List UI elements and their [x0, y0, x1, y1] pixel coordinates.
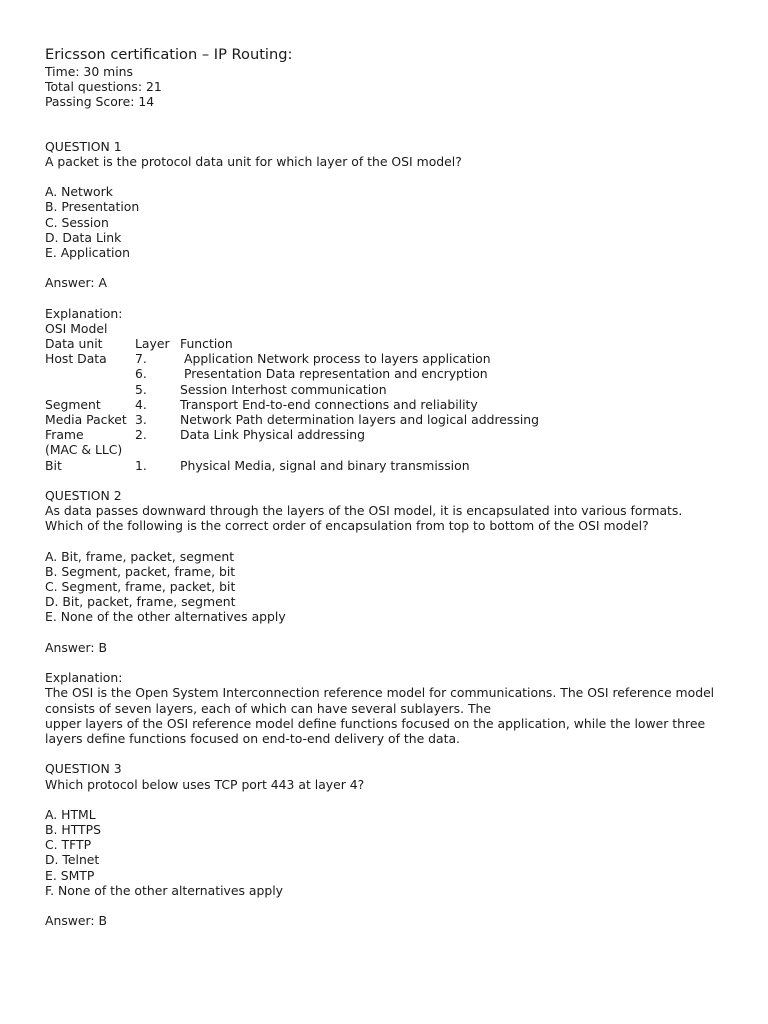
question-1-option: E. Application	[45, 244, 130, 260]
question-3-label: QUESTION 3	[45, 761, 122, 777]
osi-table-row	[45, 412, 745, 427]
osi-function: Data Link Physical addressing	[180, 427, 366, 443]
osi-function: Physical Media, signal and binary transmission	[180, 457, 470, 473]
question-2-option: C. Segment, frame, packet, bit	[45, 579, 236, 594]
osi-table-row	[45, 366, 745, 381]
question-1-answer: Answer: A	[45, 275, 108, 291]
question-2-answer: Answer: B	[45, 639, 108, 655]
osi-layer: 1.	[135, 457, 147, 473]
total-questions: Total questions: 21	[45, 79, 162, 95]
question-3-option: D. Telnet	[45, 852, 100, 868]
question-1-label: QUESTION 1	[45, 138, 122, 154]
passing-score: Passing Score: 14	[45, 94, 155, 110]
osi-data-unit	[45, 382, 135, 397]
question-2-explanation: upper layers of the OSI reference model define functions focused on the application, while the lower three layers define functions focused on end-to-end delivery of the data.	[45, 715, 706, 746]
osi-table-row	[45, 442, 745, 457]
header-function: Function	[180, 336, 233, 351]
header-layer: Layer	[135, 336, 170, 351]
osi-layer: 6.	[135, 366, 147, 382]
document-page	[45, 46, 745, 928]
osi-layer: 2.	[135, 427, 147, 443]
osi-layer: 3.	[135, 411, 147, 427]
osi-function: Transport End-to-end connections and reliability	[180, 396, 478, 412]
question-2-option: A. Bit, frame, packet, segment	[45, 548, 235, 564]
question-1-explanation-label: Explanation:	[45, 305, 123, 321]
question-1-option: A. Network	[45, 184, 113, 200]
osi-function: Application Network process to layers application	[184, 351, 491, 367]
osi-layer	[135, 442, 180, 457]
osi-data-unit: Bit	[45, 457, 62, 473]
header-data-unit: Data unit	[45, 336, 103, 351]
question-3-option: F. None of the other alternatives apply	[45, 882, 283, 898]
document-title: Ericsson certification – IP Routing:	[45, 46, 293, 63]
osi-table-row	[45, 427, 745, 442]
osi-table-row	[45, 458, 745, 473]
osi-data-unit: Media Packet	[45, 411, 127, 427]
osi-table-row	[45, 382, 745, 397]
osi-table-header	[45, 336, 745, 351]
question-1-option: D. Data Link	[45, 229, 122, 245]
question-1-option: B. Presentation	[45, 199, 140, 215]
osi-data-unit: Frame	[45, 427, 84, 443]
question-2-option: B. Segment, packet, frame, bit	[45, 563, 236, 579]
osi-table-row	[45, 351, 745, 366]
osi-table-row	[45, 397, 745, 412]
question-1-text: A packet is the protocol data unit for which layer of the OSI model?	[45, 153, 462, 169]
osi-layer: 7.	[135, 351, 147, 367]
osi-model-title: OSI Model	[45, 320, 108, 336]
osi-data-unit: Host Data	[45, 351, 107, 367]
osi-data-unit: (MAC & LLC)	[45, 442, 123, 458]
question-3-option: A. HTML	[45, 806, 96, 822]
question-3-option: C. TFTP	[45, 837, 92, 853]
question-3-text: Which protocol below uses TCP port 443 at layer 4?	[45, 776, 365, 792]
osi-data-unit	[45, 366, 135, 381]
question-2-explanation: The OSI is the Open System Interconnection reference model for communications. The OSI reference model consists of seven layers, each of which can have several sublayers. The	[45, 685, 715, 716]
exam-time: Time: 30 mins	[45, 64, 133, 79]
osi-layer: 4.	[135, 396, 147, 412]
question-2-option: E. None of the other alternatives apply	[45, 609, 286, 625]
question-2-label: QUESTION 2	[45, 487, 122, 503]
question-2-option: D. Bit, packet, frame, segment	[45, 594, 236, 610]
osi-function: Network Path determination layers and logical addressing	[180, 411, 539, 427]
osi-data-unit: Segment	[45, 396, 101, 412]
question-3-option: B. HTTPS	[45, 822, 101, 838]
question-3-answer: Answer: B	[45, 913, 108, 929]
question-2-text: Which of the following is the correct order of encapsulation from top to bottom of the OSI model?	[45, 518, 649, 534]
question-2-explanation-label: Explanation:	[45, 670, 123, 686]
osi-model-table	[45, 336, 745, 473]
osi-function: Session Interhost communication	[180, 381, 387, 397]
question-2-text: As data passes downward through the layers of the OSI model, it is encapsulated into various formats.	[45, 503, 683, 519]
question-1-option: C. Session	[45, 214, 109, 230]
osi-function: Presentation Data representation and encryption	[184, 366, 488, 382]
question-3-option: E. SMTP	[45, 867, 95, 883]
osi-layer: 5.	[135, 381, 147, 397]
